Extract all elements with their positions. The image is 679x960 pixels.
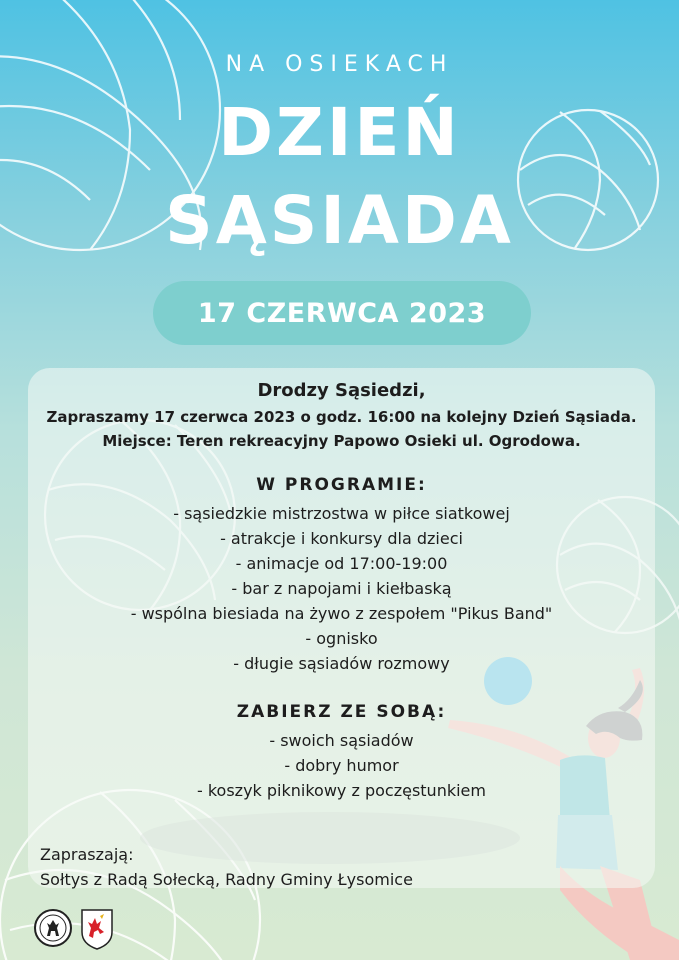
- coat-of-arms-icon: [80, 908, 114, 950]
- organizers-footer: [40, 842, 413, 892]
- invitation-line-1: Zapraszamy 17 czerwca 2023 o godz. 16:00 na kolejny Dzień Sąsiada.: [46, 408, 637, 426]
- bring-item: - dobry humor: [284, 756, 399, 775]
- program-item: - długie sąsiadów rozmowy: [233, 654, 450, 673]
- deer-emblem-icon: [33, 908, 73, 948]
- program-list: [28, 501, 655, 676]
- organizers-label: Zapraszają:: [40, 845, 134, 864]
- program-item: - bar z napojami i kiełbaską: [231, 579, 452, 598]
- date-badge: 17 CZERWCA 2023: [153, 281, 531, 345]
- program-item: - animacje od 17:00-19:00: [235, 554, 448, 573]
- event-title-line-2: SĄSIADA: [165, 182, 514, 259]
- program-heading: W PROGRAMIE:: [256, 475, 427, 495]
- program-item: - ognisko: [305, 629, 378, 648]
- invitation-line-2: Miejsce: Teren rekreacyjny Papowo Osieki ul. Ogrodowa.: [102, 432, 581, 450]
- bring-heading: ZABIERZ ZE SOBĄ:: [236, 702, 447, 722]
- bring-list: [28, 728, 655, 803]
- invitation-content: [28, 376, 655, 803]
- program-item: - atrakcje i konkursy dla dzieci: [220, 529, 463, 548]
- event-supertitle: NA OSIEKACH: [225, 52, 454, 77]
- greeting: Drodzy Sąsiedzi,: [257, 380, 426, 401]
- program-item: - sąsiedzkie mistrzostwa w piłce siatkowej: [173, 504, 510, 523]
- organizers-names: Sołtys z Radą Sołecką, Radny Gminy Łysomice: [40, 870, 413, 889]
- event-title-line-1: DZIEŃ: [218, 94, 461, 171]
- bring-item: - koszyk piknikowy z poczęstunkiem: [197, 781, 486, 800]
- bring-item: - swoich sąsiadów: [269, 731, 414, 750]
- program-item: - wspólna biesiada na żywo z zespołem "Pikus Band": [130, 604, 553, 623]
